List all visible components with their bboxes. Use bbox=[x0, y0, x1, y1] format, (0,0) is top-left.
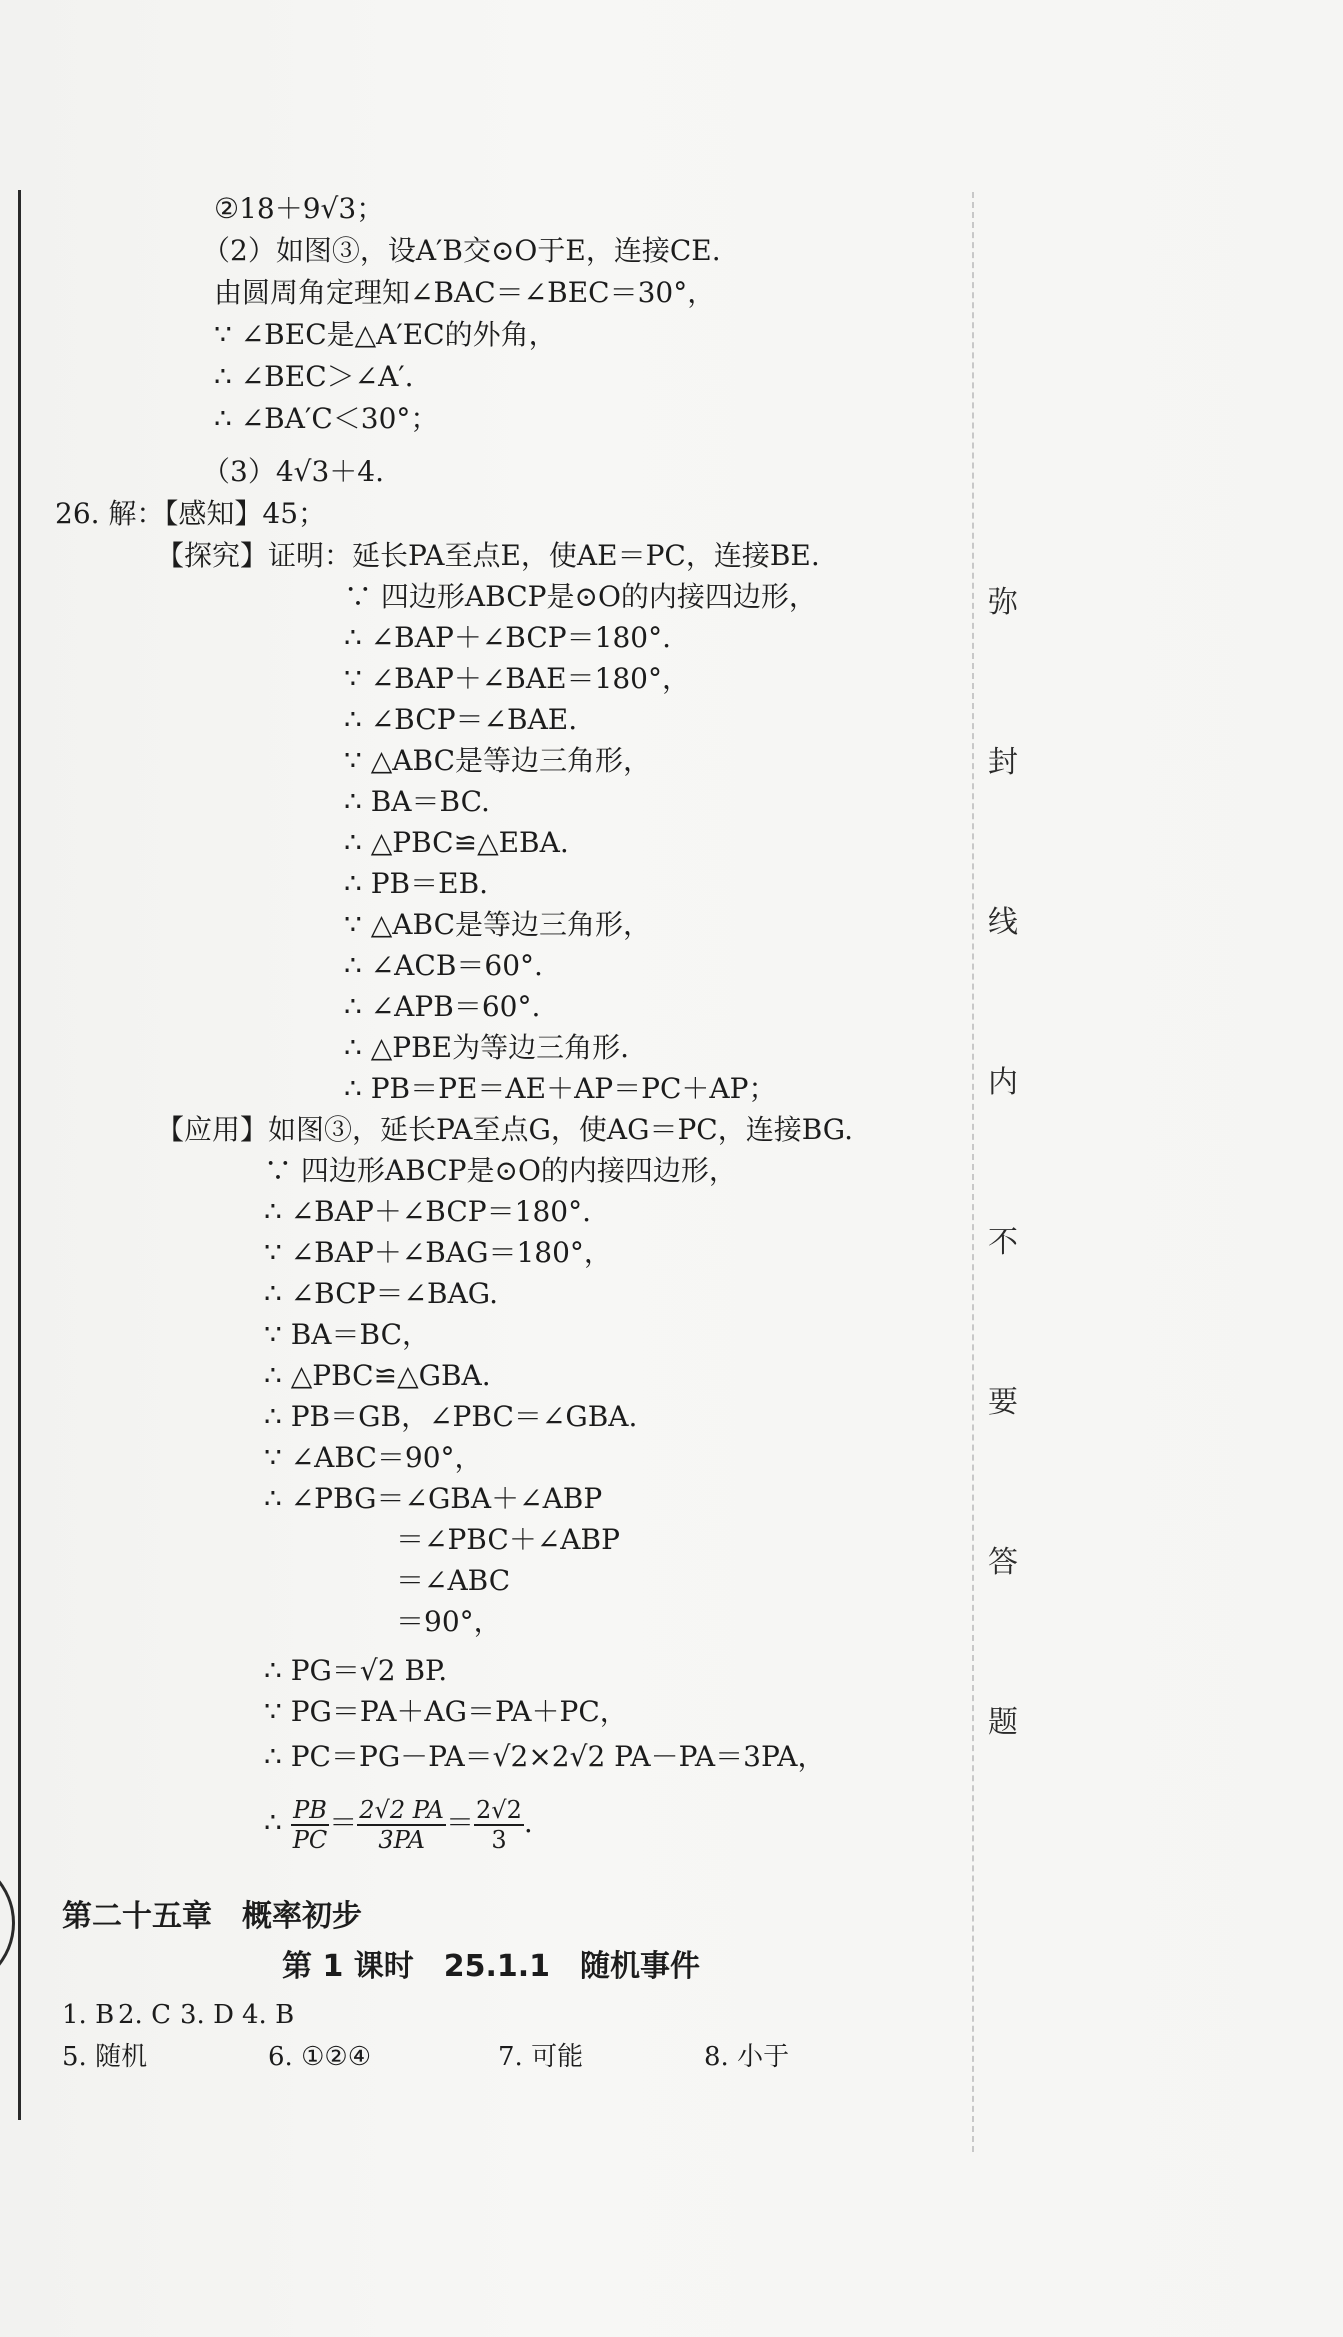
answer-item: 4. B bbox=[242, 2000, 295, 2030]
fraction-pb-pc: $\frac{PB}{PC}$ bbox=[292, 1795, 328, 1854]
answer-item: 3. D bbox=[180, 2000, 234, 2030]
answer-item: 5. 随机 bbox=[62, 2042, 148, 2072]
proof-line: ∴ ∠BCP＝∠BAG. bbox=[264, 1277, 499, 1310]
seal-char: 内 bbox=[988, 1065, 1018, 1100]
problem-26-header: 26. 解：【感知】45； bbox=[55, 497, 327, 530]
answer-line: ∴ ∠BA′C＜30°； bbox=[214, 402, 439, 435]
proof-line: ∴ PB＝PE＝AE＋AP＝PC＋AP； bbox=[344, 1072, 777, 1105]
answer-line: ②18＋9√3； bbox=[214, 192, 385, 225]
proof-line: ∵ ∠ABC＝90°， bbox=[264, 1441, 483, 1474]
answer-line: 由圆周角定理知∠BAC＝∠BEC＝30°， bbox=[214, 276, 716, 309]
seal-char: 弥 bbox=[988, 585, 1018, 620]
chapter-title: 第二十五章 概率初步 bbox=[62, 1899, 362, 1934]
proof-line: ∵ ∠BAP＋∠BAG＝180°， bbox=[264, 1236, 612, 1269]
fraction-2root2pa-3pa: $\frac{2√2 PA}{3PA}$ bbox=[359, 1795, 445, 1854]
application-section-header: 【应用】如图③，延长PA至点G，使AG＝PC，连接BG. bbox=[156, 1113, 854, 1146]
proof-line: ∵ △ABC是等边三角形， bbox=[344, 908, 651, 941]
proof-line: ∴ PC＝PG－PA＝√2×2√2 PA－PA＝3PA， bbox=[264, 1740, 826, 1773]
answer-item: 1. B bbox=[62, 2000, 115, 2030]
answer-item: 2. C bbox=[118, 2000, 171, 2030]
left-margin-rule bbox=[18, 190, 21, 2120]
final-fraction-line: ∴ $\frac{PB}{PC}$ ＝ $\frac{2√2 PA}{3PA}$ ＝ $\frac{2√2}{3}$ . bbox=[264, 1795, 533, 1854]
proof-line: ∴ △PBC≌△GBA. bbox=[264, 1359, 491, 1392]
proof-line: ∴ ∠BAP＋∠BCP＝180°. bbox=[264, 1195, 591, 1228]
answer-line: ∴ ∠BEC＞∠A′. bbox=[214, 360, 414, 393]
answer-line: （3）4√3＋4. bbox=[202, 455, 385, 488]
seal-char: 要 bbox=[988, 1385, 1018, 1420]
proof-line: ∵ ∠BAP＋∠BAE＝180°， bbox=[344, 662, 690, 695]
answer-item: 7. 可能 bbox=[498, 2042, 584, 2072]
seal-char: 答 bbox=[988, 1545, 1018, 1580]
proof-line: ∴ ∠APB＝60°. bbox=[344, 990, 541, 1023]
proof-line: ∴ ∠BAP＋∠BCP＝180°. bbox=[344, 621, 671, 654]
proof-line: ＝90°， bbox=[396, 1605, 502, 1638]
seal-char: 线 bbox=[988, 905, 1018, 940]
explore-section-header: 【探究】证明：延长PA至点E，使AE＝PC，连接BE. bbox=[156, 539, 820, 572]
proof-line: ∴ △PBE为等边三角形. bbox=[344, 1031, 630, 1064]
proof-line: ＝∠ABC bbox=[396, 1564, 511, 1597]
proof-line: ∴ △PBC≌△EBA. bbox=[344, 826, 569, 859]
proof-line: ∴ PB＝GB，∠PBC＝∠GBA. bbox=[264, 1400, 638, 1433]
fraction-2root2-3: $\frac{2√2}{3}$ bbox=[476, 1795, 522, 1854]
proof-line: ∴ PG＝√2 BP. bbox=[264, 1654, 448, 1687]
proof-line: ∵ 四边形ABCP是⊙O的内接四边形， bbox=[264, 1154, 737, 1187]
proof-line: ＝∠PBC＋∠ABP bbox=[396, 1523, 620, 1556]
lesson-title: 第 1 课时 25.1.1 随机事件 bbox=[282, 1949, 701, 1984]
seal-char: 不 bbox=[988, 1225, 1018, 1260]
proof-line: ∵ △ABC是等边三角形， bbox=[344, 744, 651, 777]
proof-line: ∴ ∠ACB＝60°. bbox=[344, 949, 543, 982]
answer-line: （2）如图③，设A′B交⊙O于E，连接CE. bbox=[202, 234, 721, 267]
proof-line: ∵ 四边形ABCP是⊙O的内接四边形， bbox=[344, 580, 817, 613]
proof-line: ∴ PB＝EB. bbox=[344, 867, 489, 900]
answer-line: ∵ ∠BEC是△A′EC的外角， bbox=[214, 318, 557, 351]
seal-dashed-line bbox=[972, 192, 974, 2152]
proof-line: ∴ ∠BCP＝∠BAE. bbox=[344, 703, 578, 736]
seal-char: 封 bbox=[988, 745, 1018, 780]
proof-line: ∵ BA＝BC， bbox=[264, 1318, 431, 1351]
therefore-symbol: ∴ bbox=[264, 1806, 282, 1839]
proof-line: ∴ BA＝BC. bbox=[344, 785, 490, 818]
proof-line: ∵ PG＝PA＋AG＝PA＋PC， bbox=[264, 1695, 628, 1728]
answer-item: 8. 小于 bbox=[704, 2042, 790, 2072]
answer-item: 6. ①②④ bbox=[268, 2042, 371, 2072]
seal-char: 题 bbox=[988, 1705, 1018, 1740]
proof-line: ∴ ∠PBG＝∠GBA＋∠ABP bbox=[264, 1482, 603, 1515]
